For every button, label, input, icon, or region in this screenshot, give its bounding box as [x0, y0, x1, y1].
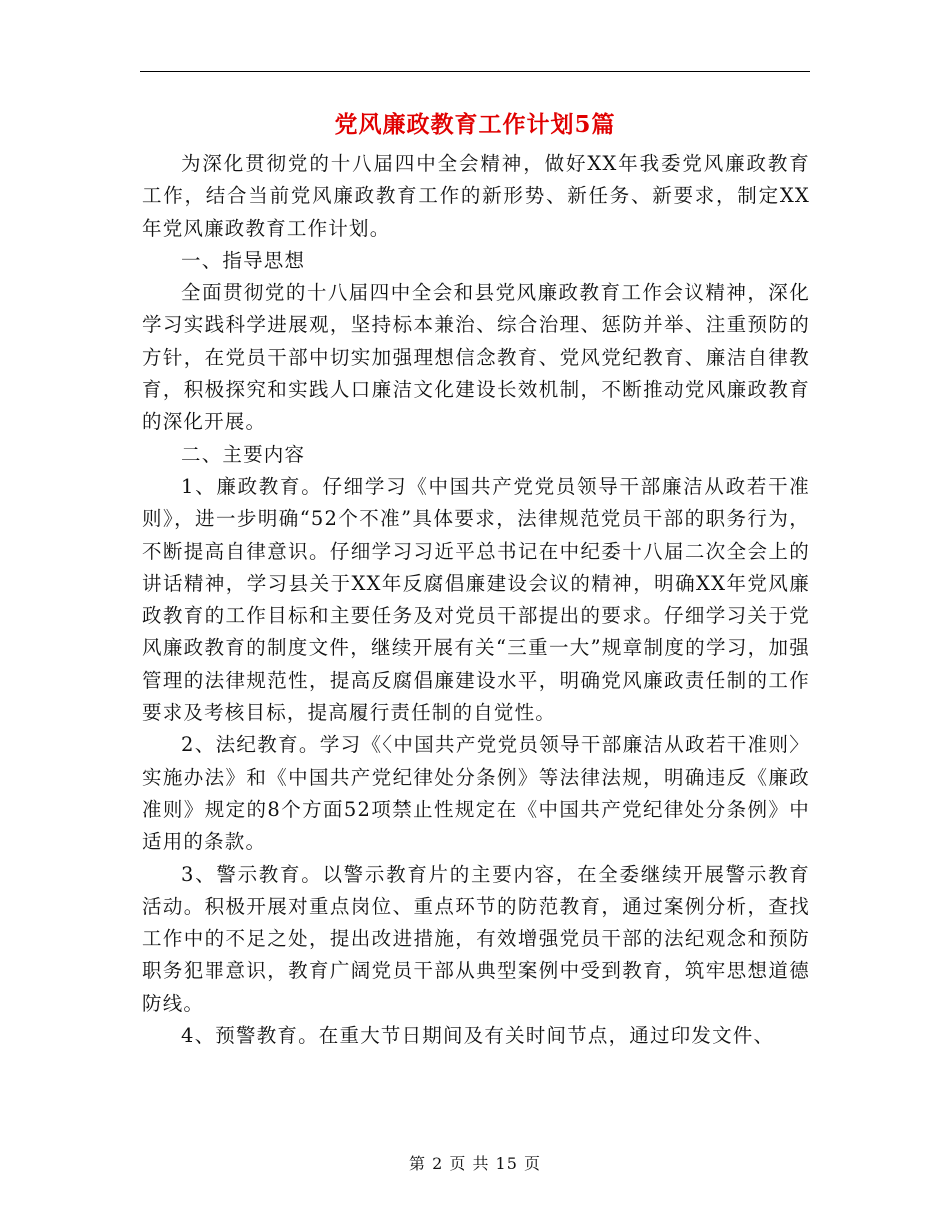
item-early-warning-education: 4、预警教育。在重大节日期间及有关时间节点，通过印发文件、 — [181, 1024, 775, 1048]
page-number-footer: 第 2 页 共 15 页 — [409, 1154, 541, 1173]
document-body — [142, 148, 810, 1052]
document-title: 党风廉政教育工作计划5篇 — [334, 111, 616, 138]
section-heading-main-content: 二、主要内容 — [181, 442, 306, 466]
item-integrity-education: 1、廉政教育。仔细学习《中国共产党党员领导干部廉洁从政若干准则》，进一步明确“52个不准”具体要求，法律规范党员干部的职务行为，不断提高自律意识。仔细学习习近平总书记在中纪委十八届二次全会上的讲话精神，学习县关于XX年反腐倡廉建设会议的精神，明确XX年党风廉政教育的工作目标和主要任务及对党员干部提出的要求。仔细学习关于党风廉政教育的制度文件，继续开展有关“三重一大”规章制度的学习，加强管理的法律规范性，提高反腐倡廉建设水平，明确党风廉政责任制的工作要求及考核目标，提高履行责任制的自觉性。 — [142, 474, 810, 725]
item-warning-education: 3、警示教育。以警示教育片的主要内容，在全委继续开展警示教育活动。积极开展对重点岗位、重点环节的防范教育，通过案例分析，查找工作中的不足之处，提出改进措施，有效增强党员干部的法纪观念和预防职务犯罪意识，教育广阔党员干部从典型案例中受到教育，筑牢思想道德防线。 — [142, 862, 810, 1015]
item-law-discipline-education: 2、法纪教育。学习《〈中国共产党党员领导干部廉洁从政若干准则〉实施办法》和《中国共产党纪律处分条例》等法律法规，明确违反《廉政准则》规定的8个方面52项禁止性规定在《中国共产党纪律处分条例》中适用的条款。 — [142, 733, 810, 854]
header-rule — [140, 71, 810, 72]
guiding-ideology-paragraph: 全面贯彻党的十八届四中全会和县党风廉政教育工作会议精神，深化学习实践科学进展观，坚持标本兼治、综合治理、惩防并举、注重预防的方针，在党员干部中切实加强理想信念教育、党风党纪教育、廉洁自律教育，积极探究和实践人口廉洁文化建设长效机制，不断推动党风廉政教育的深化开展。 — [142, 281, 810, 434]
section-heading-guiding-ideology: 一、指导思想 — [181, 248, 306, 272]
intro-paragraph: 为深化贯彻党的十八届四中全会精神，做好XX年我委党风廉政教育工作，结合当前党风廉政教育工作的新形势、新任务、新要求，制定XX年党风廉政教育工作计划。 — [142, 152, 810, 240]
